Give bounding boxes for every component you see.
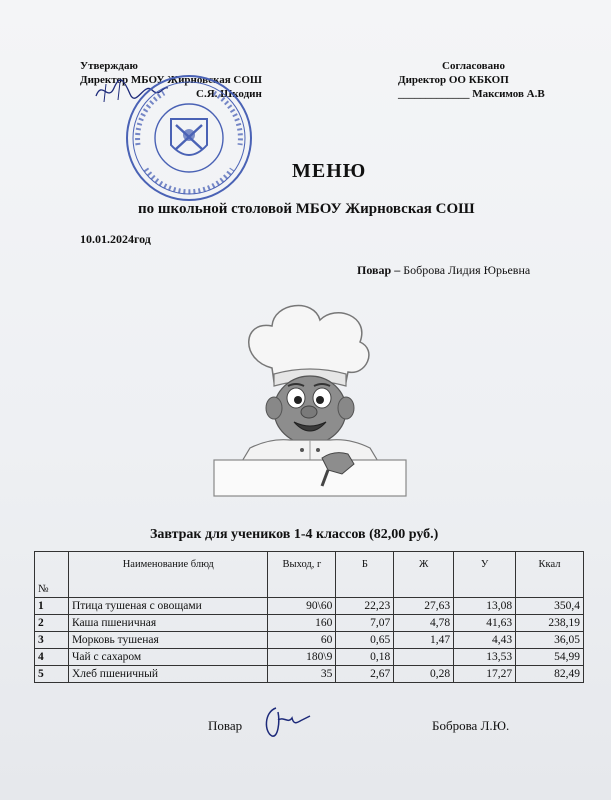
cell-output: 160 — [268, 615, 336, 632]
cell-name: Хлеб пшеничный — [68, 666, 268, 683]
cell-no: 5 — [35, 666, 69, 683]
cell-b: 22,23 — [336, 598, 394, 615]
cell-kcal: 82,49 — [516, 666, 584, 683]
cook-label: Повар – — [357, 263, 401, 277]
table-row — [35, 632, 584, 649]
meal-title: Завтрак для учеников 1-4 классов (82,00 руб.) — [150, 527, 439, 542]
col-header-zh: Ж — [394, 552, 454, 598]
agree-name: _____________ Максимов А.В — [398, 88, 545, 100]
cell-u: 13,08 — [454, 598, 516, 615]
footer-cook-name: Боброва Л.Ю. — [432, 718, 510, 733]
col-header-name: Наименование блюд — [68, 552, 268, 598]
approve-position: Директор МБОУ Жирновская СОШ — [80, 74, 263, 86]
cook-line — [357, 263, 530, 278]
footer-cook-label: Повар — [208, 718, 243, 733]
cell-kcal: 54,99 — [516, 649, 584, 666]
agree-position: Директор ОО КБКОП — [398, 74, 509, 86]
agree-label: Согласовано — [442, 60, 505, 72]
cell-u: 17,27 — [454, 666, 516, 683]
table-row — [35, 649, 584, 666]
cell-output: 90\60 — [268, 598, 336, 615]
cell-u: 41,63 — [454, 615, 516, 632]
cell-u: 13,53 — [454, 649, 516, 666]
table-row — [35, 615, 584, 632]
menu-date: 10.01.2024год — [80, 232, 151, 246]
cell-zh — [394, 649, 454, 666]
cell-no: 2 — [35, 615, 69, 632]
cell-no: 3 — [35, 632, 69, 649]
cell-name: Птица тушеная с овощами — [68, 598, 268, 615]
cell-zh: 4,78 — [394, 615, 454, 632]
table-row — [35, 598, 584, 615]
cell-name: Каша пшеничная — [68, 615, 268, 632]
cell-output: 35 — [268, 666, 336, 683]
cell-zh: 1,47 — [394, 632, 454, 649]
cell-b: 7,07 — [336, 615, 394, 632]
col-header-no: № — [35, 552, 69, 598]
col-header-u: У — [454, 552, 516, 598]
page-subtitle: по школьной столовой МБОУ Жирновская СОШ — [138, 201, 475, 217]
cell-output: 180\9 — [268, 649, 336, 666]
cell-b: 0,18 — [336, 649, 394, 666]
page-title: МЕНЮ — [292, 160, 367, 182]
approve-name: С.Я. Шкодин — [196, 88, 262, 100]
cell-no: 4 — [35, 649, 69, 666]
cell-zh: 27,63 — [394, 598, 454, 615]
cell-u: 4,43 — [454, 632, 516, 649]
col-header-kcal: Ккал — [516, 552, 584, 598]
cell-kcal: 238,19 — [516, 615, 584, 632]
cell-zh: 0,28 — [394, 666, 454, 683]
cell-b: 2,67 — [336, 666, 394, 683]
col-header-b: Б — [336, 552, 394, 598]
approve-label: Утверждаю — [80, 60, 138, 72]
cell-kcal: 36,05 — [516, 632, 584, 649]
cook-name: Боброва Лидия Юрьевна — [403, 263, 531, 277]
cell-name: Морковь тушеная — [68, 632, 268, 649]
cook-signature — [258, 702, 318, 742]
table-row — [35, 666, 584, 683]
chef-illustration — [210, 298, 410, 503]
cell-output: 60 — [268, 632, 336, 649]
round-stamp — [124, 73, 254, 203]
cell-b: 0,65 — [336, 632, 394, 649]
table-header-row — [35, 552, 584, 598]
cell-kcal: 350,4 — [516, 598, 584, 615]
menu-table — [34, 551, 584, 683]
cell-no: 1 — [35, 598, 69, 615]
col-header-output: Выход, г — [268, 552, 336, 598]
cell-name: Чай с сахаром — [68, 649, 268, 666]
